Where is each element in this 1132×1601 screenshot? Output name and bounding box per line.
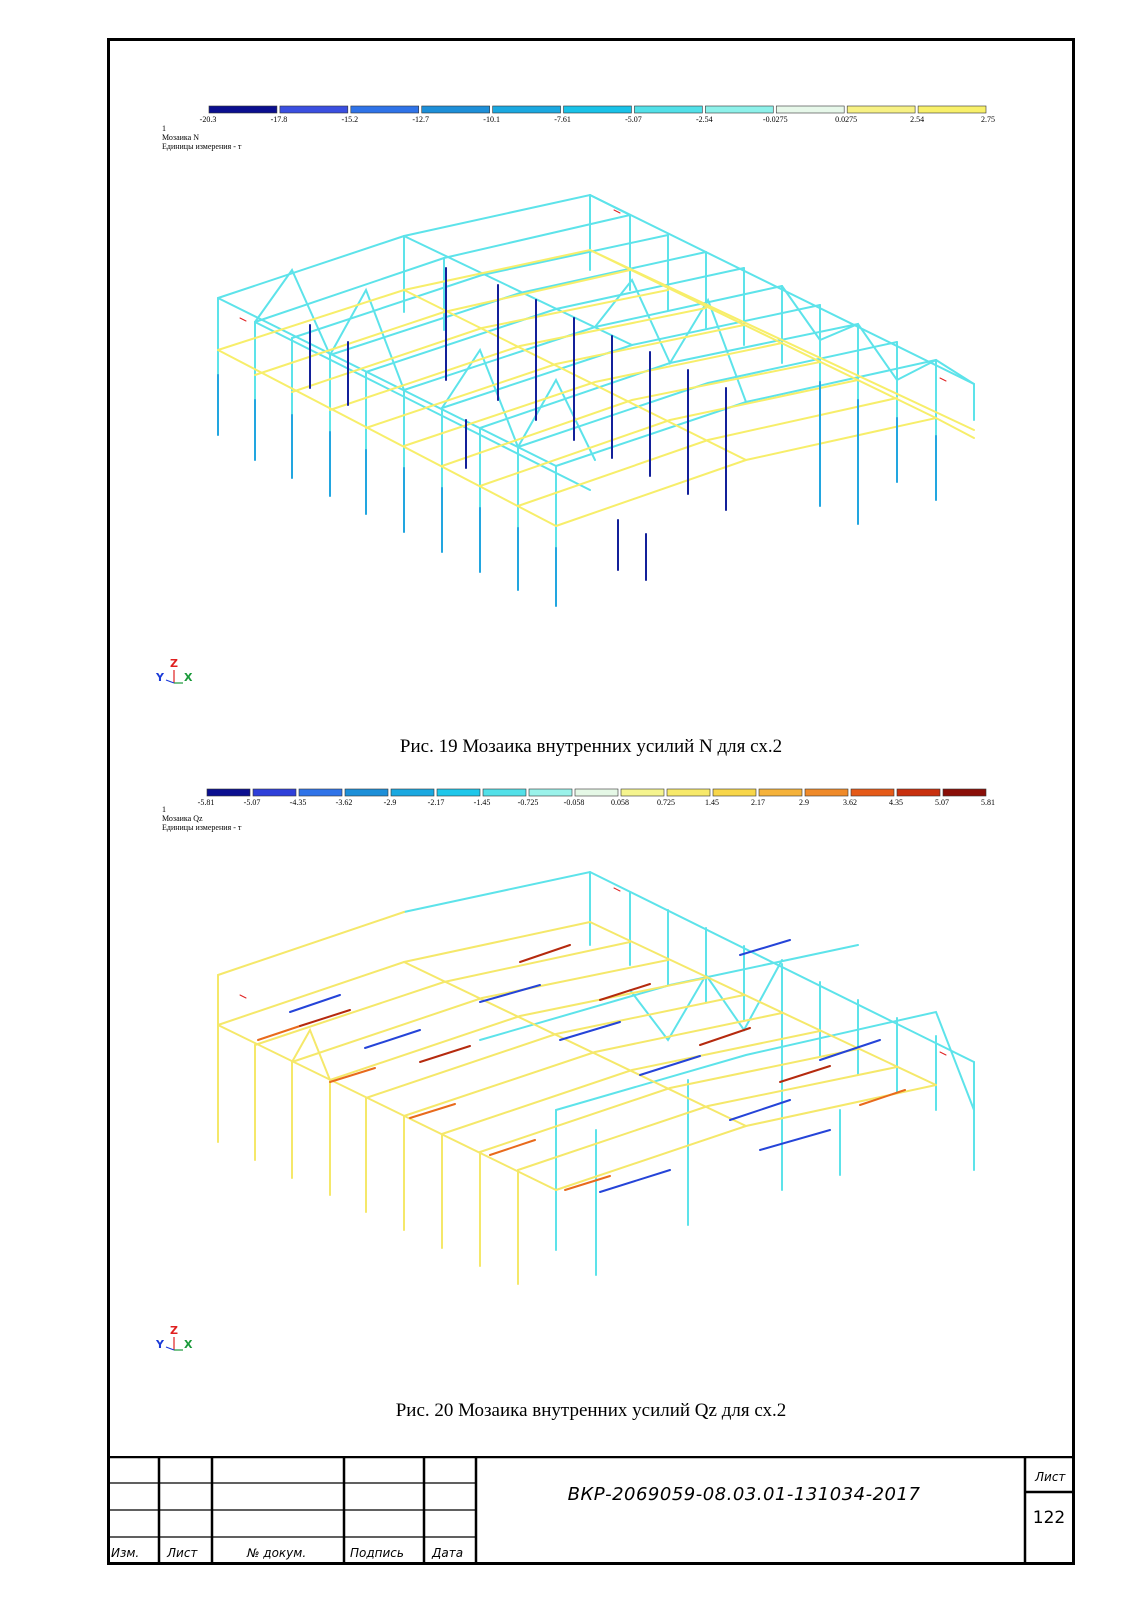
legend-swatch xyxy=(253,789,296,796)
legend-tick-label: -10.1 xyxy=(483,115,500,124)
legend-tick-label: 5.81 xyxy=(981,798,995,807)
legend-swatch xyxy=(897,789,940,796)
legend-swatch xyxy=(851,789,894,796)
legend-swatch xyxy=(575,789,618,796)
legend-tick-label: -5.07 xyxy=(243,798,261,807)
info-line1: 1 xyxy=(162,124,166,133)
legend-tick-label: -0.725 xyxy=(517,798,539,807)
legend-tick-label: 1.45 xyxy=(705,798,719,807)
legend-tick-label: -4.35 xyxy=(289,798,307,807)
axis-z-label-2: Z xyxy=(170,1324,178,1337)
legend-tick-label: 2.75 xyxy=(981,115,995,124)
legend-tick-label: 2.54 xyxy=(910,115,925,124)
list-label: Лист xyxy=(167,1546,198,1560)
legend-swatch xyxy=(207,789,250,796)
legend-swatch xyxy=(621,789,664,796)
axis-z-label: Z xyxy=(170,657,178,670)
legend-swatch xyxy=(209,106,277,113)
legend-swatch xyxy=(493,106,561,113)
legend-tick-label: -2.54 xyxy=(696,115,713,124)
legend-tick-label: 2.17 xyxy=(751,798,765,807)
legend-swatch xyxy=(529,789,572,796)
legend-swatch xyxy=(564,106,632,113)
legend-swatch xyxy=(634,106,702,113)
doc-number-label: № докум. xyxy=(247,1546,307,1560)
legend-tick-label: -2.9 xyxy=(383,798,397,807)
legend-n xyxy=(200,106,995,124)
legend-tick-label: -17.8 xyxy=(270,115,288,124)
legend-tick-label: -5.81 xyxy=(197,798,215,807)
legend-tick-label: 0.0275 xyxy=(835,115,858,124)
date-label: Дата xyxy=(432,1546,464,1560)
legend-swatch xyxy=(847,106,915,113)
legend-swatch xyxy=(943,789,986,796)
axis-y-label-2: Y xyxy=(156,1338,164,1351)
legend-swatch xyxy=(918,106,986,113)
figure-20-caption: Рис. 20 Мозаика внутренних усилий Qz для сх.2 xyxy=(395,1400,787,1421)
legend-swatch xyxy=(667,789,710,796)
legend-tick-label: 2.9 xyxy=(799,798,809,807)
info-line1-q: 1 xyxy=(162,805,166,814)
legend-swatch xyxy=(805,789,848,796)
info-line3-q: Единицы измерения - т xyxy=(162,823,242,832)
legend-tick-label: -7.61 xyxy=(554,115,571,124)
figure-19-caption: Рис. 19 Мозаика внутренних усилий N для сх.2 xyxy=(399,736,783,757)
legend-tick-label: -1.45 xyxy=(473,798,491,807)
legend-tick-label: 0.058 xyxy=(611,798,629,807)
sheet-number: 122 xyxy=(1032,1508,1066,1528)
sheet-label: Лист xyxy=(1035,1470,1066,1484)
legend-swatch xyxy=(713,789,756,796)
structure-qz xyxy=(218,872,974,1284)
legend-tick-label: -20.3 xyxy=(199,115,217,124)
info-line2-q: Мозаика Qz xyxy=(162,814,203,823)
legend-swatch xyxy=(280,106,348,113)
legend-tick-label: 4.35 xyxy=(889,798,903,807)
axis-triad-2 xyxy=(155,1324,193,1351)
axis-x-label-2: X xyxy=(184,1338,193,1351)
legend-swatch xyxy=(351,106,419,113)
legend-swatch xyxy=(422,106,490,113)
legend-swatch xyxy=(391,789,434,796)
legend-swatch xyxy=(483,789,526,796)
legend-tick-label: 0.725 xyxy=(657,798,675,807)
axis-triad-1 xyxy=(155,657,193,684)
legend-tick-label: 3.62 xyxy=(843,798,857,807)
info-line2: Мозаика N xyxy=(162,133,199,142)
axis-x-label: X xyxy=(184,671,193,684)
legend-tick-label: 5.07 xyxy=(935,798,949,807)
legend-tick-label: -0.058 xyxy=(563,798,585,807)
legend-swatch xyxy=(759,789,802,796)
legend-swatch xyxy=(345,789,388,796)
legend-tick-label: -5.07 xyxy=(625,115,642,124)
legend-tick-label: -12.7 xyxy=(412,115,430,124)
legend-swatch xyxy=(705,106,773,113)
title-block xyxy=(107,1456,1075,1565)
izm-label: Изм. xyxy=(111,1546,140,1560)
document-code: ВКР-2069059-08.03.01-131034-2017 xyxy=(567,1484,921,1505)
legend-swatch xyxy=(299,789,342,796)
legend-tick-label: -2.17 xyxy=(427,798,445,807)
legend-tick-label: -15.2 xyxy=(341,115,359,124)
legend-q xyxy=(198,789,995,807)
structure-n xyxy=(218,195,974,606)
legend-swatch xyxy=(776,106,844,113)
signature-label: Подпись xyxy=(350,1546,404,1560)
legend-tick-label: -0.0275 xyxy=(762,115,788,124)
axis-y-label: Y xyxy=(156,671,164,684)
legend-tick-label: -3.62 xyxy=(335,798,353,807)
legend-swatch xyxy=(437,789,480,796)
info-line3: Единицы измерения - т xyxy=(162,142,242,151)
